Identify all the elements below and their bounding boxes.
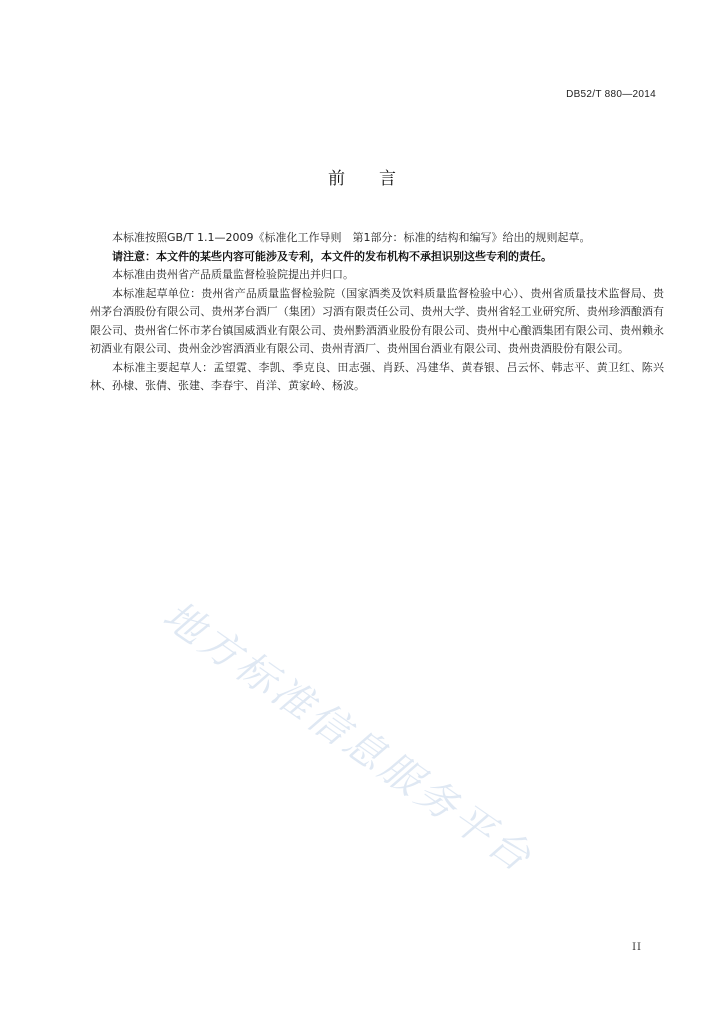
foreword-body bbox=[90, 229, 664, 396]
paragraph-drafters: 本标准主要起草人：孟望霓、李凯、季克良、田志强、肖跃、冯建华、黄春银、吕云怀、韩志平、黄卫红、陈兴林、孙棣、张倩、张建、李春宇、肖洋、黄家岭、杨波。 bbox=[90, 360, 664, 392]
paragraph-proposer: 本标准由贵州省产品质量监督检验院提出并归口。 bbox=[112, 268, 354, 281]
watermark: 地方标准信息服务平台 bbox=[154, 592, 542, 883]
paragraph-patent-notice: 请注意：本文件的某些内容可能涉及专利，本文件的发布机构不承担识别这些专利的责任。 bbox=[112, 249, 552, 263]
paragraph-drafting-rules: 本标准按照GB/T 1.1—2009《标准化工作导则 第1部分：标准的结构和编写》给出的规则起草。 bbox=[112, 231, 591, 244]
document-code: DB52/T 880—2014 bbox=[566, 89, 656, 100]
page-title: 前言 bbox=[328, 169, 430, 189]
page-number: II bbox=[632, 942, 642, 953]
paragraph-drafting-units: 本标准起草单位：贵州省产品质量监督检验院（国家酒类及饮料质量监督检验中心）、贵州省质量技术监督局、贵州茅台酒股份有限公司、贵州茅台酒厂（集团）习酒有限责任公司、贵州大学、贵州省轻工业研究所、贵州珍酒酿酒有限公司、贵州省仁怀市茅台镇国威酒业有限公司、贵州黔酒酒业股份有限公司、贵州中心酿酒集团有限公司、贵州赖永初酒业有限公司、贵州金沙窖酒酒业有限公司、贵州青酒厂、贵州国台酒业有限公司、贵州贵酒股份有限公司。 bbox=[90, 286, 664, 355]
